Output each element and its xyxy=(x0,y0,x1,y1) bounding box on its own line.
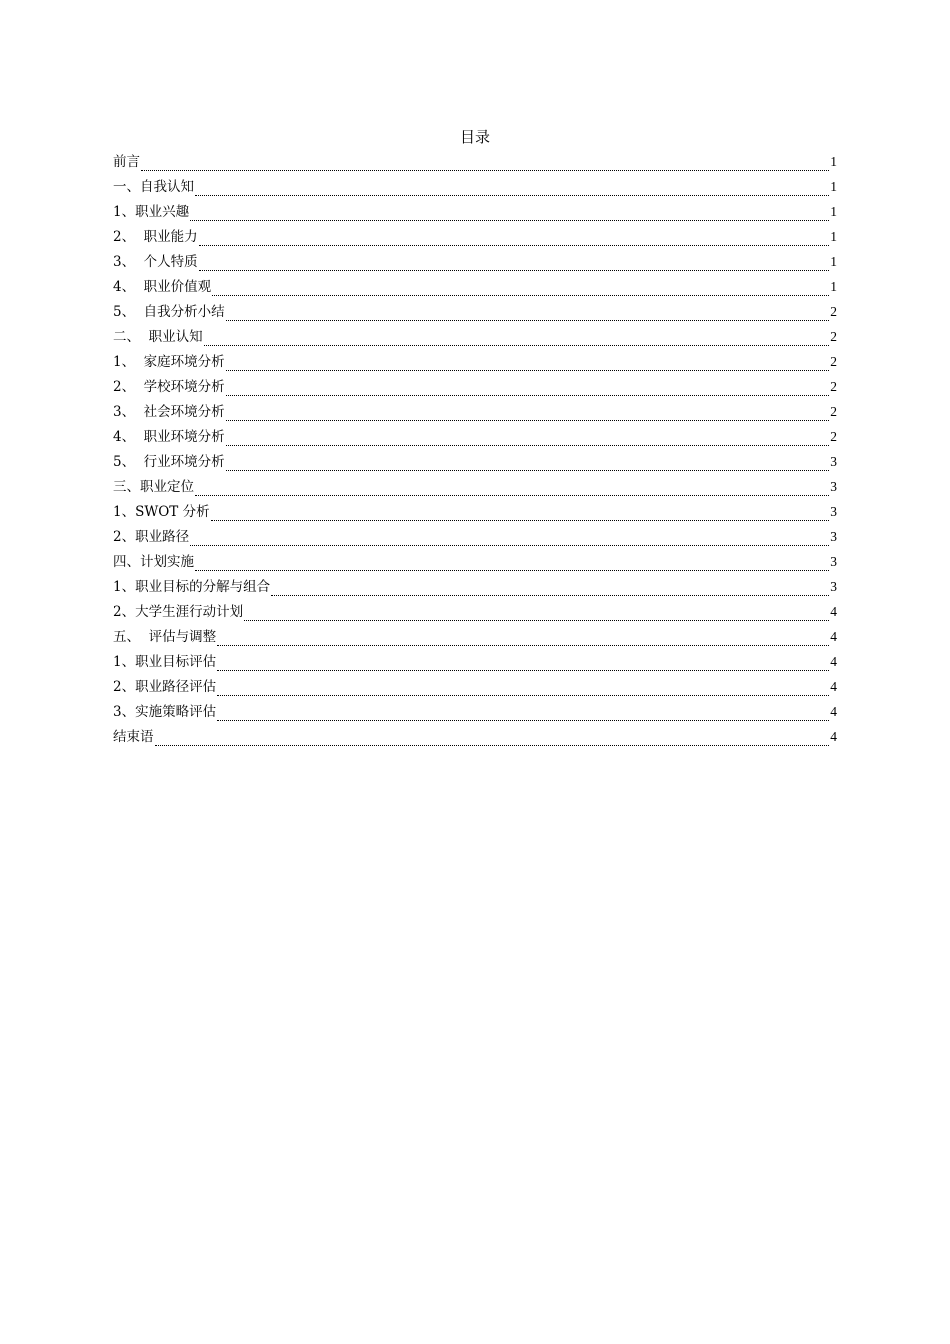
toc-entry[interactable] xyxy=(113,252,837,277)
toc-entry-page-number: 2 xyxy=(830,329,837,344)
toc-dot-leader xyxy=(244,619,829,621)
toc-entry[interactable] xyxy=(113,277,837,302)
toc-dot-leader xyxy=(155,744,830,746)
toc-entry-page-number: 4 xyxy=(830,629,837,644)
toc-dot-leader xyxy=(195,494,829,496)
toc-entry-label: 前言 xyxy=(113,154,140,170)
toc-dot-leader xyxy=(190,219,829,221)
toc-entry-label: 五、 评估与调整 xyxy=(113,629,217,645)
toc-dot-leader xyxy=(211,519,830,521)
toc-title: 目录 xyxy=(459,128,490,146)
toc-entry-page-number: 3 xyxy=(830,504,837,519)
toc-dot-leader xyxy=(217,669,829,671)
toc-entry-label: 1、职业目标评估 xyxy=(113,654,217,670)
toc-entry-label: 1、职业兴趣 xyxy=(113,204,190,220)
toc-dot-leader xyxy=(226,444,830,446)
toc-entry[interactable] xyxy=(113,327,837,352)
toc-entry[interactable] xyxy=(113,552,837,577)
toc-dot-leader xyxy=(141,169,829,171)
toc-entry[interactable] xyxy=(113,627,837,652)
toc-entry-page-number: 2 xyxy=(830,429,837,444)
toc-entry[interactable] xyxy=(113,702,837,727)
toc-dot-leader xyxy=(217,644,829,646)
toc-list xyxy=(113,152,837,752)
toc-entry-page-number: 1 xyxy=(830,229,837,244)
toc-entry-page-number: 4 xyxy=(830,729,837,744)
toc-dot-leader xyxy=(190,544,829,546)
toc-entry[interactable] xyxy=(113,202,837,227)
toc-dot-leader xyxy=(212,294,829,296)
toc-entry-label: 5、 自我分析小结 xyxy=(113,304,225,320)
toc-entry-label: 四、计划实施 xyxy=(113,554,194,570)
toc-dot-leader xyxy=(204,344,830,346)
toc-entry-label: 1、 家庭环境分析 xyxy=(113,354,225,370)
toc-entry-label: 3、 社会环境分析 xyxy=(113,404,225,420)
toc-entry[interactable] xyxy=(113,652,837,677)
toc-entry-page-number: 1 xyxy=(830,254,837,269)
toc-dot-leader xyxy=(195,569,829,571)
toc-entry-label: 二、 职业认知 xyxy=(113,329,203,345)
toc-entry[interactable] xyxy=(113,352,837,377)
toc-entry-page-number: 3 xyxy=(830,454,837,469)
toc-dot-leader xyxy=(226,369,830,371)
toc-entry-label: 2、职业路径 xyxy=(113,529,190,545)
toc-entry-label: 三、职业定位 xyxy=(113,479,194,495)
toc-entry[interactable] xyxy=(113,727,837,752)
toc-entry-page-number: 2 xyxy=(830,379,837,394)
toc-dot-leader xyxy=(226,419,830,421)
toc-entry[interactable] xyxy=(113,377,837,402)
toc-entry[interactable] xyxy=(113,527,837,552)
toc-entry-page-number: 3 xyxy=(830,554,837,569)
toc-entry[interactable] xyxy=(113,152,837,177)
toc-entry-label: 3、 个人特质 xyxy=(113,254,198,270)
toc-entry-page-number: 3 xyxy=(830,529,837,544)
toc-entry-page-number: 1 xyxy=(830,204,837,219)
toc-dot-leader xyxy=(195,194,829,196)
toc-entry-page-number: 2 xyxy=(830,404,837,419)
toc-dot-leader xyxy=(226,469,830,471)
toc-entry-page-number: 3 xyxy=(830,479,837,494)
toc-entry-page-number: 1 xyxy=(830,279,837,294)
toc-dot-leader xyxy=(271,594,829,596)
toc-entry-label: 4、 职业价值观 xyxy=(113,279,212,295)
toc-entry[interactable] xyxy=(113,452,837,477)
toc-dot-leader xyxy=(217,694,829,696)
toc-dot-leader xyxy=(226,394,830,396)
toc-entry[interactable] xyxy=(113,502,837,527)
toc-dot-leader xyxy=(199,269,830,271)
toc-entry-label: 5、 行业环境分析 xyxy=(113,454,225,470)
toc-entry-label: 3、实施策略评估 xyxy=(113,704,217,720)
toc-entry[interactable] xyxy=(113,577,837,602)
toc-entry[interactable] xyxy=(113,302,837,327)
toc-entry[interactable] xyxy=(113,602,837,627)
toc-entry-page-number: 4 xyxy=(830,679,837,694)
toc-entry-label: 2、 职业能力 xyxy=(113,229,198,245)
toc-entry-page-number: 2 xyxy=(830,304,837,319)
toc-dot-leader xyxy=(199,244,830,246)
toc-entry-page-number: 4 xyxy=(830,654,837,669)
toc-entry[interactable] xyxy=(113,477,837,502)
toc-entry-label: 1、职业目标的分解与组合 xyxy=(113,579,271,595)
toc-entry-label: 2、职业路径评估 xyxy=(113,679,217,695)
toc-entry[interactable] xyxy=(113,677,837,702)
toc-entry-page-number: 3 xyxy=(830,579,837,594)
toc-entry-label: 1、SWOT 分析 xyxy=(113,504,210,520)
toc-entry[interactable] xyxy=(113,402,837,427)
toc-entry-label: 结束语 xyxy=(113,729,154,745)
toc-dot-leader xyxy=(226,319,830,321)
toc-entry-page-number: 4 xyxy=(830,604,837,619)
toc-entry[interactable] xyxy=(113,177,837,202)
toc-entry-label: 2、大学生涯行动计划 xyxy=(113,604,244,620)
toc-entry[interactable] xyxy=(113,427,837,452)
toc-entry[interactable] xyxy=(113,227,837,252)
toc-entry-label: 4、 职业环境分析 xyxy=(113,429,225,445)
toc-dot-leader xyxy=(217,719,829,721)
toc-entry-label: 一、自我认知 xyxy=(113,179,194,195)
toc-entry-page-number: 1 xyxy=(830,179,837,194)
toc-entry-label: 2、 学校环境分析 xyxy=(113,379,225,395)
toc-entry-page-number: 1 xyxy=(830,154,837,169)
toc-entry-page-number: 4 xyxy=(830,704,837,719)
toc-entry-page-number: 2 xyxy=(830,354,837,369)
